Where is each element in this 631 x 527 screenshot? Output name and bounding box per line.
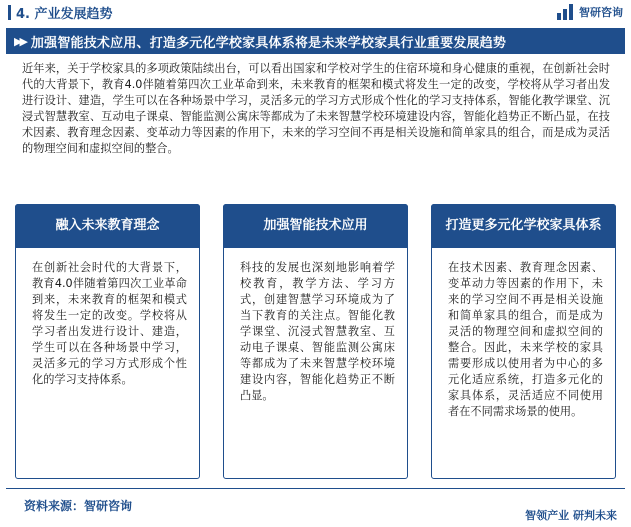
section-title: 4. 产业发展趋势 [16, 7, 113, 22]
footer-divider [6, 488, 625, 489]
card-body: 在创新社会时代的大背景下，教育4.0伴随着第四次工业革命到来，未来教育的框架和模式将发生一定的改变。学校将从学习者出发进行设计、建造，学生可以在各种场景中学习，灵活多元的学习方式形成个性化的学习支持体系。 [32, 261, 187, 386]
headline-text: 加强智能技术应用、打造多元化学校家具体系将是未来学校家具行业重要发展趋势 [30, 35, 507, 51]
trend-card-smart-technology [223, 204, 408, 479]
bar-chart-logo-icon [557, 4, 575, 20]
card-header [223, 204, 408, 248]
card-header [431, 204, 616, 248]
trend-card-diversified-furniture [431, 204, 616, 479]
logo-text: 智研咨询 [579, 6, 623, 19]
card-body: 在技术因素、教育理念因素、变革动力等因素的作用下，未来的学习空间不再是相关设施和简单家具的组合，而是成为灵活的物理空间和虚拟空间的整合。因此，未来学校的家具需要形成以使用者为中心的多元化适应系统，打造多元化的家具体系，灵活适应不同使用者在不同需求场景的使用。 [448, 261, 603, 418]
top-bar [0, 0, 631, 26]
brand-logo [557, 4, 623, 20]
double-chevron-right-icon: ▶▶ [14, 34, 25, 48]
brand-slogan: 智领产业 研判未来 [525, 509, 617, 522]
card-title: 打造更多元化学校家具体系 [445, 218, 602, 233]
card-title: 融入未来教育理念 [55, 218, 160, 233]
card-header [15, 204, 200, 248]
headline-banner [6, 28, 625, 54]
intro-paragraph: 近年来，关于学校家具的多项政策陆续出台，可以看出国家和学校对学生的住宿环境和身心健康的重视，在创新社会时代的大背景下，教育4.0伴随着第四次工业革命到来，未来教育的框架和模式将发生一定的改变，学校将从学习者出发进行设计、建造，学生可以在各种场景中学习，灵活多元的学习方式形成个性化的学习支持体系，智能化教学课堂、沉浸式智慧教室、互动电子课桌、智能监测公寓床等都成为了未来智慧学校环境建设内容，智能化趋势正不断凸显，在技术因素、教育理念因素、变革动力等因素的作用下，未来的学习空间不再是相关设施和简单家具的组合，而是成为灵活的物理空间和虚拟空间的整合。 [22, 62, 610, 155]
source-note: 资料来源：智研咨询 [24, 499, 133, 513]
card-title: 加强智能技术应用 [263, 218, 368, 233]
trend-card-education-concept [15, 204, 200, 479]
card-body: 科技的发展也深刻地影响着学校教育，教学方法、学习方式，创建智慧学习环境成为了当下教育的关注点。智能化教学课堂、沉浸式智慧教室、互动电子课桌、智能监测公寓床等都成为了未来智慧学校环境建设内容，智能化趋势正不断凸显。 [240, 261, 395, 402]
section-marker [8, 5, 11, 20]
